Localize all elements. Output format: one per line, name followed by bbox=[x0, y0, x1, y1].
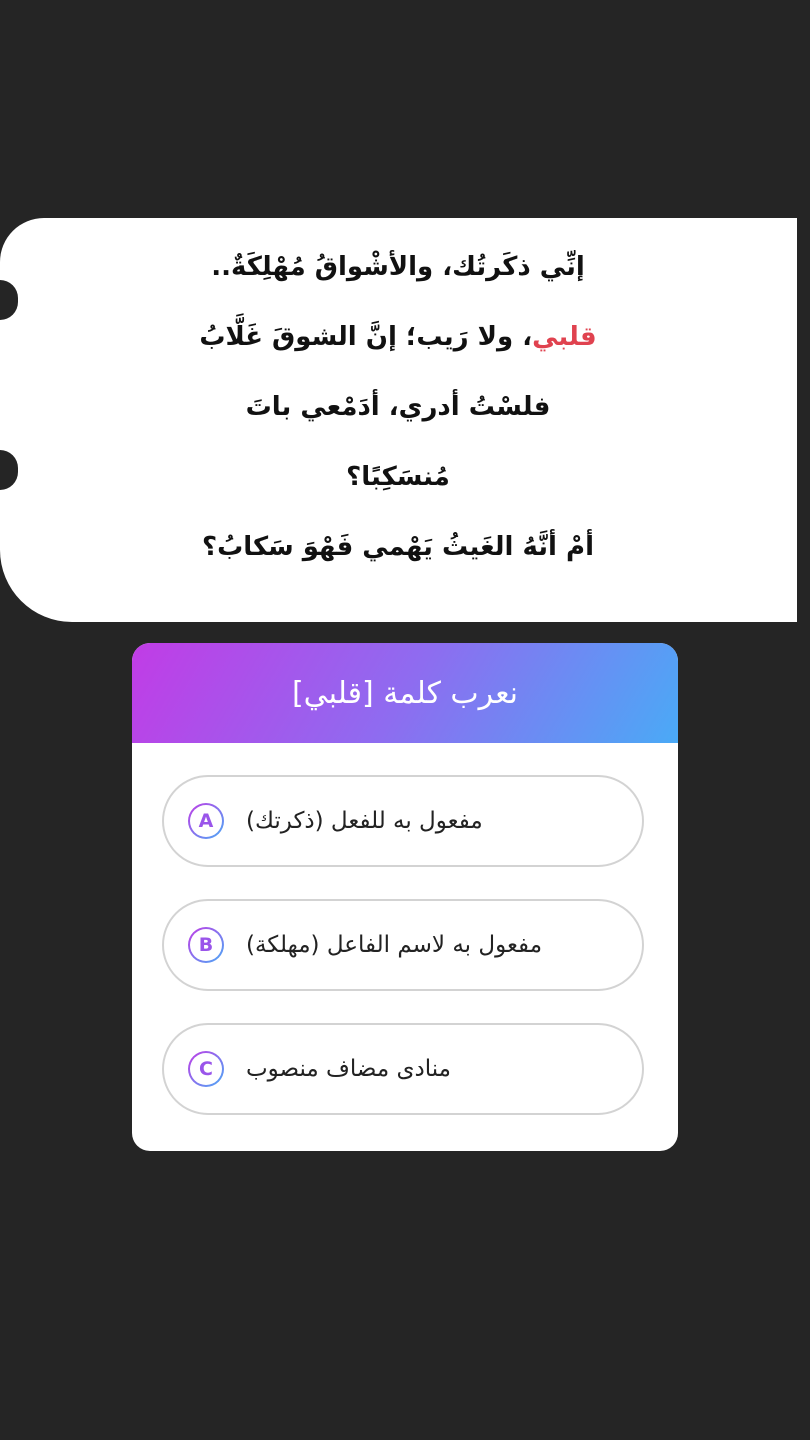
quiz-option-c[interactable] bbox=[162, 1023, 644, 1115]
highlighted-word: قلبي bbox=[532, 322, 597, 352]
poem-line: إنِّي ذكَرتُك، والأشْواقُ مُهْلِكَةٌ.. bbox=[211, 252, 585, 282]
poem-line: فلسْتُ أدري، أدَمْعي باتَ bbox=[245, 392, 551, 422]
quiz-option-a[interactable] bbox=[162, 775, 644, 867]
option-letter: B bbox=[190, 929, 222, 961]
poem-line: مُنسَكِبًا؟ bbox=[346, 462, 450, 492]
poem-card-edge-notch bbox=[0, 450, 18, 490]
option-letter-badge bbox=[188, 803, 224, 839]
option-letter: A bbox=[190, 805, 222, 837]
option-text: منادى مضاف منصوب bbox=[246, 1056, 451, 1082]
quiz-question: نعرب كلمة [قلبي] bbox=[291, 675, 519, 711]
poem-line-rest: ، ولا رَيب؛ إنَّ الشوقَ غَلَّابُ bbox=[199, 322, 533, 352]
option-letter: C bbox=[190, 1053, 222, 1085]
poem-card-edge-notch bbox=[0, 280, 18, 320]
quiz-option-b[interactable] bbox=[162, 899, 644, 991]
quiz-header bbox=[132, 643, 678, 743]
option-letter-badge bbox=[188, 1051, 224, 1087]
quiz-card bbox=[132, 643, 678, 1151]
option-letter-badge bbox=[188, 927, 224, 963]
option-text: مفعول به لاسم الفاعل (مهلكة) bbox=[246, 932, 543, 958]
poem-line: أمْ أنَّهُ الغَيثُ يَهْمي فَهْوَ سَكابُ؟ bbox=[202, 532, 594, 562]
poem-line bbox=[18, 302, 778, 372]
option-text: مفعول به للفعل (ذكرتك) bbox=[246, 808, 483, 834]
poem-text bbox=[18, 232, 778, 582]
